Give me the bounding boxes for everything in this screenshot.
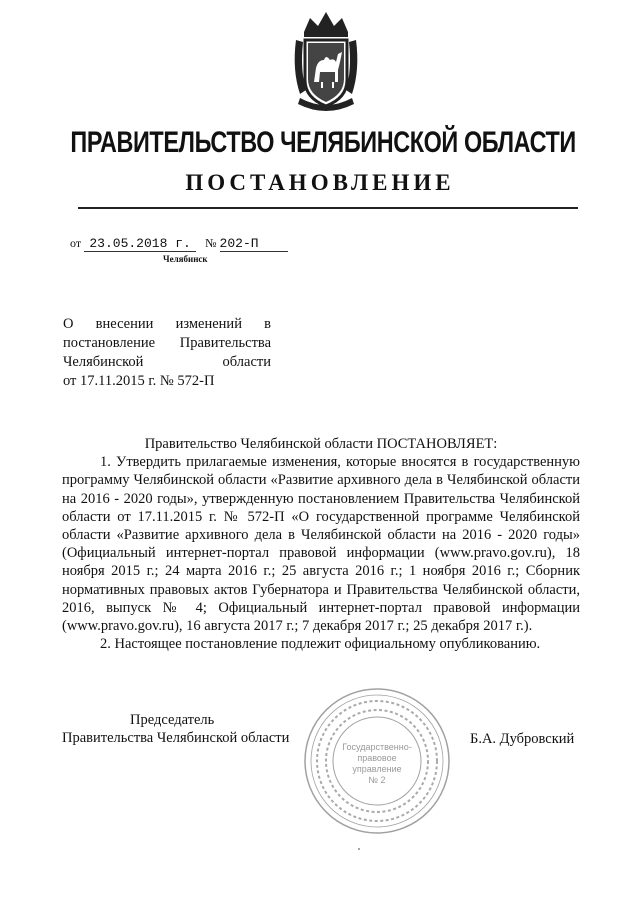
- subject-line-4: от 17.11.2015 г. № 572-П: [63, 373, 215, 389]
- number-sign: №: [205, 236, 217, 250]
- official-seal-stamp: [302, 686, 452, 836]
- document-body: [62, 435, 580, 653]
- resolution-item-2: 2. Настоящее постановление подлежит официальному опубликованию.: [100, 636, 541, 653]
- seal-text-line-1: Государственно-: [342, 742, 412, 752]
- date-prefix: от: [70, 236, 82, 250]
- seal-text-line-2: правовое: [357, 753, 397, 763]
- subject-line-1: О внесении изменений в: [63, 316, 271, 332]
- document-subject: [63, 315, 271, 391]
- date-number-line: [70, 236, 288, 252]
- seal-text-line-3: управление: [352, 764, 402, 774]
- subject-line-3: Челябинской области: [63, 354, 271, 370]
- seal-text-line-4: № 2: [368, 775, 386, 785]
- resolution-intro: Правительство Челябинской области ПОСТАНОВЛЯЕТ:: [144, 436, 498, 452]
- signer-position-line-2: Правительства Челябинской области: [62, 730, 290, 746]
- subject-line-2: постановление Правительства: [63, 335, 271, 351]
- document-type-title: ПОСТАНОВЛЕНИЕ: [185, 170, 455, 195]
- scan-speck: [358, 848, 360, 850]
- coat-of-arms-emblem: [290, 10, 362, 114]
- resolution-item-1: 1. Утвердить прилагаемые изменения, которые вносятся в государственную программу Челябинской области «Развитие архивного дела в Челябинской области на 2016 - 2020 годы», утвержденную постановлением Правительства Челябинской области от 17.11.2015 г. № 572-П «О государственной программе Челябинской области «Развитие архивного дела в Челябинской области на 2016 - 2020 годы» (Официальный интернет-портал правовой информации (www.pravo.gov.ru), 18 ноября 2015 г.; 24 марта 2016 г.; 25 августа 2016 г.; 1 ноября 2016 г.; Сборник нормативных правовых актов Губернатора и Правительства Челябинской области, 2016, выпуск № 4; Официальный интернет-портал правовой информации (www.pravo.gov.ru), 16 августа 2017 г.; 7 декабря 2017 г.; 25 декабря 2017 г.).: [62, 454, 580, 635]
- document-number: 202-П: [220, 236, 288, 252]
- header-divider: [78, 207, 578, 209]
- city-label: Челябинск: [163, 254, 208, 264]
- signer-position-line-1: Председатель: [130, 712, 215, 728]
- signer-name: Б.А. Дубровский: [470, 731, 575, 747]
- document-date: 23.05.2018 г.: [84, 236, 196, 252]
- government-title: ПРАВИТЕЛЬСТВО ЧЕЛЯБИНСКОЙ ОБЛАСТИ: [70, 126, 576, 159]
